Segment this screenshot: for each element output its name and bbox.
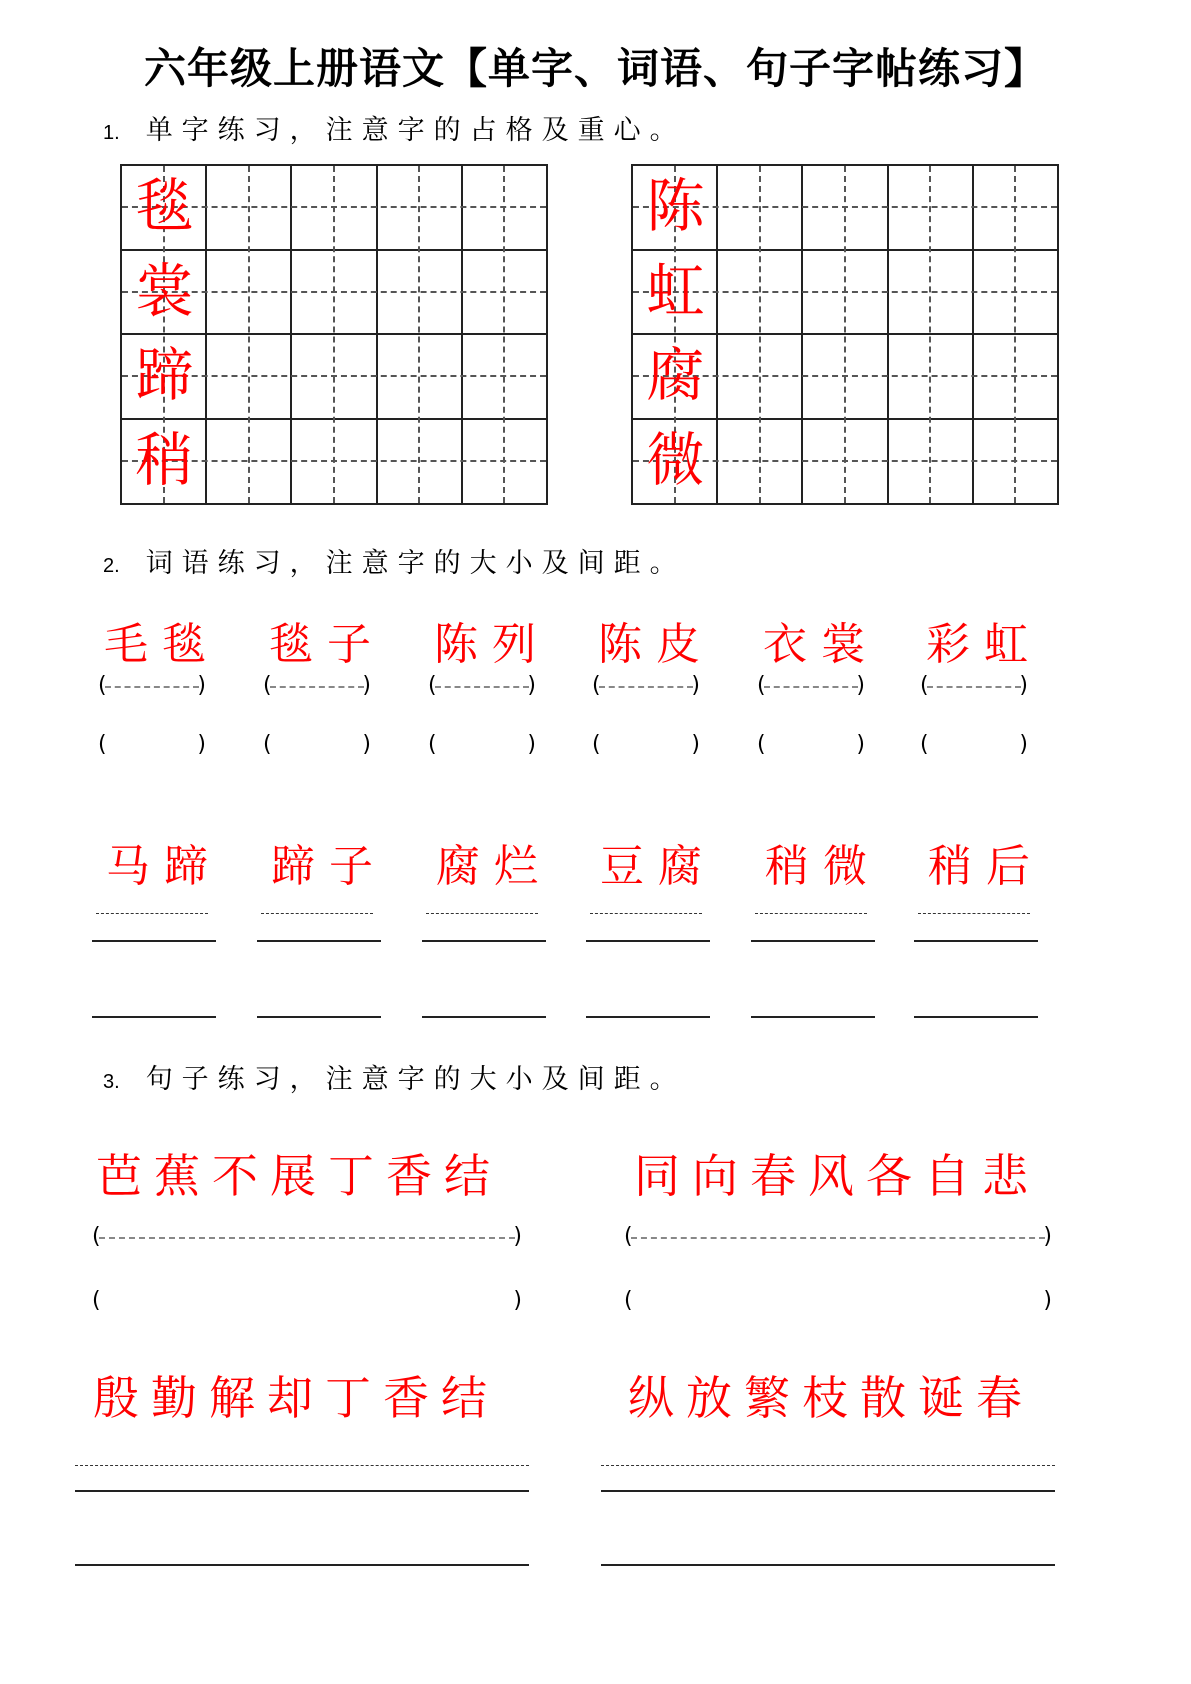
section2-number: 2. <box>103 555 120 577</box>
sentence-writing-paren-2[interactable] <box>624 1286 1052 1316</box>
paren-close: ) <box>856 673 865 698</box>
paren-open: ( <box>263 673 272 698</box>
sentence-model-2: 同向春风各自悲 <box>634 1149 1040 1203</box>
word-tracing-paren[interactable] <box>757 671 865 701</box>
section2-instruction-text: 词语练习，注意字的大小及间距。 <box>145 548 686 579</box>
word-model: 稍后 <box>928 841 1044 892</box>
word-writing-paren[interactable] <box>920 730 1028 760</box>
section3-instruction <box>103 1057 686 1096</box>
dashed-guide <box>99 1237 515 1239</box>
word-writing-line[interactable] <box>257 940 381 942</box>
dashed-guide <box>270 686 364 688</box>
paren-close: ) <box>856 732 865 757</box>
sentence-dashed-guide-1 <box>75 1465 529 1466</box>
word-writing-line[interactable] <box>92 1016 216 1018</box>
section2-instruction <box>103 541 686 580</box>
dashed-guide <box>927 686 1021 688</box>
sentence-dashed-guide-2 <box>601 1465 1055 1466</box>
sentence-model-3: 殷勤解却丁香结 <box>93 1371 499 1425</box>
paren-open: ( <box>92 1288 101 1313</box>
model-character: 裳 <box>135 256 194 325</box>
dashed-guide <box>631 1237 1045 1239</box>
paren-close: ) <box>197 673 206 698</box>
paren-open: ( <box>263 732 272 757</box>
page-title: 六年级上册语文【单字、词语、句子字帖练习】 <box>143 44 1047 93</box>
word-model: 稍微 <box>765 841 881 892</box>
model-character: 蹄 <box>135 341 194 409</box>
grid-center-dashed-vertical <box>248 166 250 503</box>
paren-open: ( <box>98 732 107 757</box>
section1-instruction <box>103 108 686 147</box>
word-dashed-guide <box>96 913 208 914</box>
paren-close: ) <box>513 1288 522 1313</box>
paren-open: ( <box>428 732 437 757</box>
paren-open: ( <box>757 673 766 698</box>
dashed-guide <box>105 686 199 688</box>
word-model: 马蹄 <box>106 841 222 892</box>
word-writing-paren[interactable] <box>428 730 536 760</box>
dashed-guide <box>599 686 693 688</box>
word-tracing-paren[interactable] <box>98 671 206 701</box>
word-writing-paren[interactable] <box>263 730 371 760</box>
word-writing-paren[interactable] <box>98 730 206 760</box>
sentence-model-4: 纵放繁枝散诞春 <box>628 1371 1034 1425</box>
paren-open: ( <box>920 732 929 757</box>
section1-number: 1. <box>103 122 120 144</box>
paren-close: ) <box>1019 673 1028 698</box>
dashed-guide <box>764 686 858 688</box>
grid-center-dashed-vertical <box>418 166 420 503</box>
model-character: 虹 <box>646 256 705 325</box>
tianzige-grid-right[interactable] <box>631 164 1059 505</box>
sentence-writing-line-1[interactable] <box>75 1490 529 1492</box>
model-character: 腐 <box>646 341 705 409</box>
word-dashed-guide <box>755 913 867 914</box>
model-character: 微 <box>646 425 705 494</box>
word-tracing-paren[interactable] <box>920 671 1028 701</box>
word-model: 腐烂 <box>436 841 552 892</box>
word-dashed-guide <box>918 913 1030 914</box>
sentence-model-1: 芭蕉不展丁香结 <box>96 1149 502 1203</box>
paren-close: ) <box>527 732 536 757</box>
paren-close: ) <box>197 732 206 757</box>
section1-instruction-text: 单字练习，注意字的占格及重心。 <box>145 115 686 146</box>
paren-open: ( <box>92 1224 101 1249</box>
word-dashed-guide <box>426 913 538 914</box>
paren-close: ) <box>527 673 536 698</box>
word-writing-line[interactable] <box>586 1016 710 1018</box>
grid-center-dashed-vertical <box>1014 166 1016 503</box>
grid-center-dashed-vertical <box>844 166 846 503</box>
word-model: 陈列 <box>434 619 550 670</box>
tianzige-grid-left[interactable] <box>120 164 548 505</box>
grid-center-dashed-vertical <box>503 166 505 503</box>
word-tracing-paren[interactable] <box>428 671 536 701</box>
word-writing-line[interactable] <box>586 940 710 942</box>
paren-open: ( <box>624 1288 633 1313</box>
sentence-writing-paren-1[interactable] <box>92 1286 522 1316</box>
sentence-writing-line-2[interactable] <box>601 1490 1055 1492</box>
section3-number: 3. <box>103 1071 120 1093</box>
word-writing-line[interactable] <box>92 940 216 942</box>
paren-close: ) <box>1019 732 1028 757</box>
word-model: 彩虹 <box>926 619 1042 670</box>
grid-center-dashed-vertical <box>759 166 761 503</box>
word-writing-line[interactable] <box>257 1016 381 1018</box>
dashed-guide <box>435 686 529 688</box>
grid-center-dashed-vertical <box>929 166 931 503</box>
word-writing-line[interactable] <box>914 1016 1038 1018</box>
paren-open: ( <box>98 673 107 698</box>
paren-close: ) <box>362 673 371 698</box>
word-model: 豆腐 <box>600 841 716 892</box>
word-writing-line[interactable] <box>751 1016 875 1018</box>
word-writing-line[interactable] <box>914 940 1038 942</box>
model-character: 陈 <box>646 172 705 240</box>
word-model: 蹄子 <box>271 841 387 892</box>
paren-close: ) <box>1043 1224 1052 1249</box>
word-dashed-guide <box>590 913 702 914</box>
paren-open: ( <box>428 673 437 698</box>
paren-open: ( <box>592 673 601 698</box>
word-model: 毛毯 <box>104 619 220 670</box>
paren-open: ( <box>624 1224 633 1249</box>
model-character: 稍 <box>135 425 194 494</box>
sentence-tracing-paren-2[interactable] <box>624 1222 1052 1252</box>
paren-close: ) <box>513 1224 522 1249</box>
word-writing-paren[interactable] <box>592 730 700 760</box>
paren-close: ) <box>691 732 700 757</box>
word-dashed-guide <box>261 913 373 914</box>
word-writing-line[interactable] <box>422 940 546 942</box>
sentence-writing-line-4[interactable] <box>601 1564 1055 1566</box>
grid-center-dashed-vertical <box>333 166 335 503</box>
paren-close: ) <box>691 673 700 698</box>
word-model: 衣裳 <box>763 619 879 670</box>
paren-open: ( <box>592 732 601 757</box>
paren-open: ( <box>920 673 929 698</box>
word-writing-paren[interactable] <box>757 730 865 760</box>
section3-instruction-text: 句子练习，注意字的大小及间距。 <box>145 1064 686 1095</box>
paren-open: ( <box>757 732 766 757</box>
word-writing-line[interactable] <box>751 940 875 942</box>
model-character: 毯 <box>135 172 194 240</box>
sentence-tracing-paren-1[interactable] <box>92 1222 522 1252</box>
word-tracing-paren[interactable] <box>263 671 371 701</box>
paren-close: ) <box>1043 1288 1052 1313</box>
word-tracing-paren[interactable] <box>592 671 700 701</box>
word-model: 陈皮 <box>598 619 714 670</box>
sentence-writing-line-3[interactable] <box>75 1564 529 1566</box>
word-writing-line[interactable] <box>422 1016 546 1018</box>
word-model: 毯子 <box>269 619 385 670</box>
paren-close: ) <box>362 732 371 757</box>
